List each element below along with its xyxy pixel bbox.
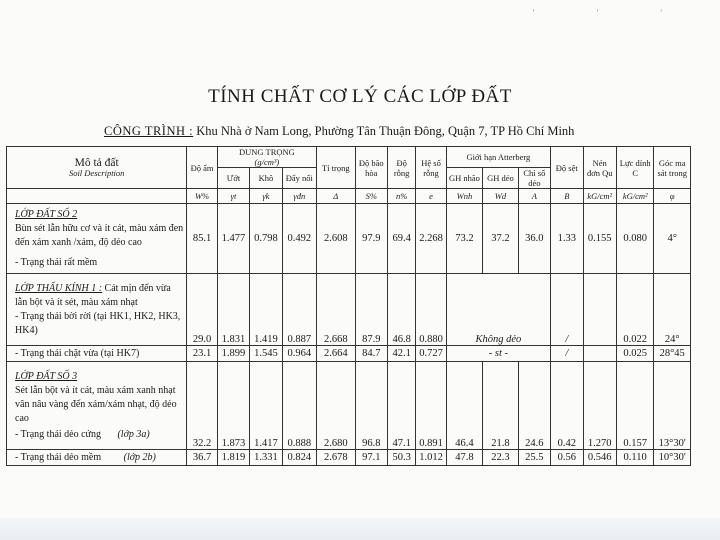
value-cell: 1.819 bbox=[217, 450, 249, 466]
value-cell: 47.8 bbox=[446, 450, 482, 466]
layer3-desc-text: Sét lẫn bột và ít cát, màu xám xanh nhạt vân nâu vàng đến xám/xám nhạt, độ dẻo cao bbox=[15, 384, 177, 424]
value-cell: 0.891 bbox=[416, 362, 446, 450]
soil-properties-table bbox=[6, 146, 691, 466]
value-cell: 10°30' bbox=[654, 450, 691, 466]
layer2-state: - Trạng thái rất mềm bbox=[15, 256, 98, 268]
header-unconfined: Nén đơn Qu bbox=[583, 147, 616, 189]
same-as-above-cell: - st - bbox=[446, 346, 550, 362]
value-cell: 0.887 bbox=[282, 274, 316, 346]
layer3-row-2 bbox=[7, 450, 691, 466]
header-cohesion: Lực dính C bbox=[616, 147, 653, 189]
value-cell: 1.419 bbox=[250, 274, 282, 346]
value-cell: 1.012 bbox=[416, 450, 446, 466]
lens1-name: LỚP THẤU KÍNH 1 : bbox=[15, 282, 103, 294]
header-atterberg: Giới hạn Atterberg bbox=[446, 147, 550, 168]
layer2-desc-text: Bùn sét lẫn hữu cơ và ít cát, màu xám đen đến xám xanh /xám, độ dẻo cao bbox=[15, 222, 184, 248]
symbol-cell: Δ bbox=[317, 189, 356, 204]
value-cell: 1.417 bbox=[250, 362, 282, 450]
header-saturation: Độ bão hòa bbox=[355, 147, 387, 189]
value-cell: 73.2 bbox=[446, 204, 482, 274]
page-title: TÍNH CHẤT CƠ LÝ CÁC LỚP ĐẤT bbox=[208, 86, 512, 107]
value-cell: 0.157 bbox=[616, 362, 653, 450]
project-line bbox=[104, 124, 574, 139]
header-buoyant: Đẩy nổi bbox=[282, 168, 316, 189]
value-cell: 29.0 bbox=[187, 274, 217, 346]
value-cell: / bbox=[551, 346, 583, 362]
symbol-cell: Wnh bbox=[446, 189, 482, 204]
value-cell: 97.1 bbox=[355, 450, 387, 466]
value-cell: 24° bbox=[654, 274, 691, 346]
symbol-cell: W% bbox=[187, 189, 217, 204]
value-cell: 1.831 bbox=[217, 274, 249, 346]
header-void-ratio: Hệ số rỗng bbox=[416, 147, 446, 189]
project-value: Khu Nhà ở Nam Long, Phường Tân Thuận Đông, Quận 7, TP Hồ Chí Minh bbox=[196, 124, 575, 138]
header-liquid-limit: GH nhão bbox=[446, 168, 482, 189]
value-cell: 0.42 bbox=[551, 362, 583, 450]
layer3-state2: - Trạng thái dẻo mềm bbox=[15, 451, 102, 463]
symbol-cell: γk bbox=[250, 189, 282, 204]
symbol-cell: e bbox=[416, 189, 446, 204]
lens1-state2: - Trạng thái chặt vừa (tại HK7) bbox=[7, 346, 187, 362]
non-plastic-cell: Không dẻo bbox=[446, 274, 550, 346]
symbol-cell: φ bbox=[654, 189, 691, 204]
value-cell: 1.545 bbox=[250, 346, 282, 362]
value-cell: 0.56 bbox=[551, 450, 583, 466]
value-cell: 1.33 bbox=[551, 204, 583, 274]
empty-cell bbox=[583, 346, 616, 362]
layer2-description bbox=[7, 204, 187, 274]
value-cell: 37.2 bbox=[483, 204, 518, 274]
symbol-cell: Wd bbox=[483, 189, 518, 204]
value-cell: 0.888 bbox=[282, 362, 316, 450]
value-cell: 85.1 bbox=[187, 204, 217, 274]
value-cell: 2.268 bbox=[416, 204, 446, 274]
header-unit-weight-unit: (g/cm³) bbox=[254, 157, 280, 167]
desc-header-sub: Soil Description bbox=[68, 167, 125, 178]
value-cell: 13°30' bbox=[654, 362, 691, 450]
value-cell: 2.678 bbox=[317, 450, 356, 466]
lens1-desc-text: Cát mịn đến vừa lẫn bột và ít sét, màu xám nhạt bbox=[15, 282, 171, 308]
value-cell: 2.668 bbox=[317, 274, 356, 346]
desc-header-main: Mô tả đất bbox=[74, 156, 119, 169]
header-moisture: Độ ẩm bbox=[187, 147, 217, 189]
symbol-cell: γt bbox=[217, 189, 249, 204]
value-cell: 96.8 bbox=[355, 362, 387, 450]
layer3-state1: - Trạng thái dẻo cứng bbox=[15, 428, 101, 440]
value-cell: / bbox=[551, 274, 583, 346]
value-cell: 0.492 bbox=[282, 204, 316, 274]
value-cell: 23.1 bbox=[187, 346, 217, 362]
value-cell: 2.664 bbox=[317, 346, 356, 362]
lens1-description bbox=[7, 274, 187, 346]
value-cell: 0.727 bbox=[416, 346, 446, 362]
value-cell: 25.5 bbox=[518, 450, 550, 466]
value-cell: 84.7 bbox=[355, 346, 387, 362]
header-friction-angle: Góc ma sát trong bbox=[654, 147, 691, 189]
symbol-cell: kG/cm² bbox=[583, 189, 616, 204]
symbol-cell: γđn bbox=[282, 189, 316, 204]
layer3-description bbox=[7, 362, 187, 450]
value-cell: 36.7 bbox=[187, 450, 217, 466]
value-cell: 0.110 bbox=[616, 450, 653, 466]
value-cell: 0.880 bbox=[416, 274, 446, 346]
header-consistency: Độ sệt bbox=[551, 147, 583, 189]
value-cell: 0.798 bbox=[250, 204, 282, 274]
value-cell: 21.8 bbox=[483, 362, 518, 450]
project-label: CÔNG TRÌNH : bbox=[104, 124, 194, 138]
value-cell: 97.9 bbox=[355, 204, 387, 274]
header-plastic-limit: GH dẻo bbox=[483, 168, 518, 189]
value-cell: 1.477 bbox=[217, 204, 249, 274]
layer3-tag2: (lớp 2b) bbox=[123, 451, 156, 463]
value-cell: 2.608 bbox=[317, 204, 356, 274]
value-cell: 0.022 bbox=[616, 274, 653, 346]
header-dry: Khô bbox=[250, 168, 282, 189]
symbol-cell: B bbox=[551, 189, 583, 204]
value-cell: 47.1 bbox=[387, 362, 415, 450]
value-cell: 1.899 bbox=[217, 346, 249, 362]
value-cell: 46.8 bbox=[387, 274, 415, 346]
value-cell: 24.6 bbox=[518, 362, 550, 450]
value-cell: 1.270 bbox=[583, 362, 616, 450]
header-plasticity-index: Chỉ số dẻo bbox=[518, 168, 550, 189]
value-cell: 1.331 bbox=[250, 450, 282, 466]
empty-cell bbox=[583, 274, 616, 346]
bottom-band bbox=[0, 518, 720, 540]
value-cell: 36.0 bbox=[518, 204, 550, 274]
header-unit-weight: DUNG TRỌNG (g/cm³) bbox=[217, 147, 316, 168]
value-cell: 0.546 bbox=[583, 450, 616, 466]
value-cell: 0.824 bbox=[282, 450, 316, 466]
value-cell: 50.3 bbox=[387, 450, 415, 466]
layer3-row-1 bbox=[7, 362, 691, 450]
layer3-state2-cell bbox=[7, 450, 187, 466]
value-cell: 42.1 bbox=[387, 346, 415, 362]
value-cell: 28°45 bbox=[654, 346, 691, 362]
lens1-state1: - Trạng thái bời rời (tại HK1, HK2, HK3, HK4) bbox=[15, 310, 181, 336]
value-cell: 0.155 bbox=[583, 204, 616, 274]
value-cell: 0.964 bbox=[282, 346, 316, 362]
symbol-cell: A bbox=[518, 189, 550, 204]
layer2-name: LỚP ĐẤT SỐ 2 bbox=[15, 208, 78, 220]
value-cell: 69.4 bbox=[387, 204, 415, 274]
symbol-cell: S% bbox=[355, 189, 387, 204]
desc-header-cell bbox=[7, 147, 187, 189]
value-cell: 46.4 bbox=[446, 362, 482, 450]
layer3-tag1: (lớp 3a) bbox=[117, 428, 150, 440]
layer3-name: LỚP ĐẤT SỐ 3 bbox=[15, 370, 78, 382]
value-cell: 32.2 bbox=[187, 362, 217, 450]
layer2-row bbox=[7, 204, 691, 274]
header-wet: Ướt bbox=[217, 168, 249, 189]
scan-corner-marks: ' ' ' bbox=[532, 8, 692, 18]
header-porosity: Độ rỗng bbox=[387, 147, 415, 189]
symbol-row bbox=[7, 189, 691, 204]
value-cell: 87.9 bbox=[355, 274, 387, 346]
value-cell: 4° bbox=[654, 204, 691, 274]
value-cell: 1.873 bbox=[217, 362, 249, 450]
value-cell: 22.3 bbox=[483, 450, 518, 466]
lens1-row-2 bbox=[7, 346, 691, 362]
symbol-cell: n% bbox=[387, 189, 415, 204]
header-specific-gravity: Tỉ trọng bbox=[317, 147, 356, 189]
symbol-cell: kG/cm² bbox=[616, 189, 653, 204]
value-cell: 0.080 bbox=[616, 204, 653, 274]
value-cell: 2.680 bbox=[317, 362, 356, 450]
value-cell: 0.025 bbox=[616, 346, 653, 362]
lens1-row-1 bbox=[7, 274, 691, 346]
